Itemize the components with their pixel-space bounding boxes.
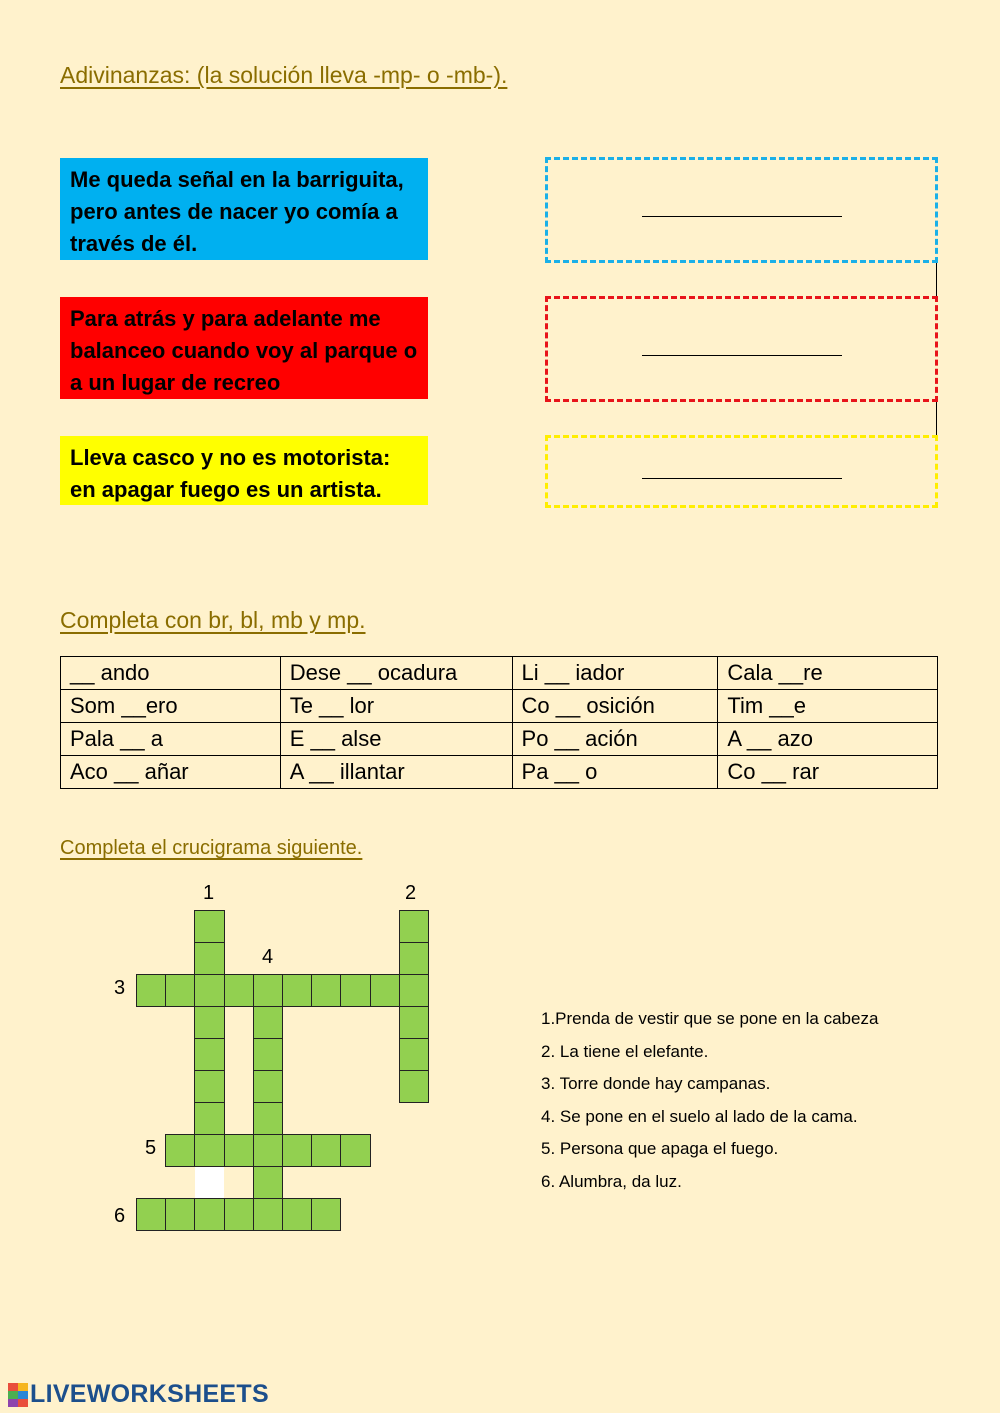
clue-5: 5. Persona que apaga el fuego. xyxy=(541,1139,779,1158)
crossword-cell[interactable] xyxy=(253,974,283,1007)
word-cell[interactable]: Pa __ o xyxy=(512,756,718,789)
crossword-cell[interactable] xyxy=(282,974,312,1007)
logo-icon xyxy=(8,1383,28,1407)
clue-6: 6. Alumbra, da luz. xyxy=(541,1171,682,1191)
crossword-cell[interactable] xyxy=(340,1134,370,1167)
clue-4: 4. Se pone en el suelo al lado de la cama. xyxy=(541,1106,858,1126)
word-cell[interactable]: Aco __ añar xyxy=(61,756,281,789)
crossword-cell[interactable] xyxy=(340,974,370,1007)
crossword-number-2: 2 xyxy=(405,882,417,904)
crossword-number-4: 4 xyxy=(262,946,274,968)
crossword-cell[interactable] xyxy=(311,1134,341,1167)
clue-3: 3. Torre donde hay campanas. xyxy=(541,1074,771,1093)
crossword-cell[interactable] xyxy=(311,974,341,1007)
answer-box-1[interactable] xyxy=(545,157,938,263)
word-cell[interactable]: Som __ero xyxy=(61,690,281,723)
riddle-3: Lleva casco y no es motorista: en apagar fuego es un artista. xyxy=(60,436,428,505)
crossword-number-6: 6 xyxy=(114,1205,126,1227)
answer-box-2[interactable] xyxy=(545,296,938,402)
crossword-cell[interactable] xyxy=(311,1198,341,1231)
word-cell[interactable]: A __ azo xyxy=(718,723,938,756)
crossword-cell[interactable] xyxy=(253,1006,283,1039)
word-table xyxy=(60,656,938,789)
crossword-cell[interactable] xyxy=(194,1134,224,1167)
answer-line xyxy=(642,216,842,217)
crossword-cell[interactable] xyxy=(194,942,224,975)
crossword-cell[interactable] xyxy=(253,1102,283,1135)
table-row xyxy=(61,756,938,789)
crossword-cell[interactable] xyxy=(399,974,429,1007)
riddle-1: Me queda señal en la barriguita, pero antes de nacer yo comía a través de él. xyxy=(60,158,428,260)
crossword-cell[interactable] xyxy=(253,1038,283,1071)
crossword-cell[interactable] xyxy=(253,1070,283,1103)
crossword-cell[interactable] xyxy=(224,1134,254,1167)
table-row xyxy=(61,723,938,756)
crossword-cell[interactable] xyxy=(253,1198,283,1231)
crossword-cell[interactable] xyxy=(399,1006,429,1039)
riddles-heading: Adivinanzas: (la solución lleva -mp- o -mb-). xyxy=(60,62,508,88)
crossword-cell[interactable] xyxy=(399,942,429,975)
crossword-cell[interactable] xyxy=(194,1006,224,1039)
crossword-cell[interactable] xyxy=(370,974,400,1007)
crossword-number-5: 5 xyxy=(145,1137,157,1159)
crossword-cell[interactable] xyxy=(399,1038,429,1071)
crossword-cell[interactable] xyxy=(194,1070,224,1103)
crossword-cell[interactable] xyxy=(399,1070,429,1103)
word-cell[interactable]: Tim __e xyxy=(718,690,938,723)
crossword-cell[interactable] xyxy=(194,1102,224,1135)
crossword-cell[interactable] xyxy=(194,1198,224,1231)
word-cell[interactable]: A __ illantar xyxy=(280,756,512,789)
blank-cell xyxy=(195,1167,223,1198)
crossword-cell[interactable] xyxy=(136,1198,166,1231)
word-cell[interactable]: E __ alse xyxy=(280,723,512,756)
clue-2: 2. La tiene el elefante. xyxy=(541,1041,709,1061)
complete-heading: Completa con br, bl, mb y mp. xyxy=(60,607,366,633)
crossword-cell[interactable] xyxy=(194,910,224,943)
connector-line xyxy=(936,263,937,296)
word-cell[interactable]: Cala __re xyxy=(718,657,938,690)
crossword-cell[interactable] xyxy=(253,1166,283,1199)
liveworksheets-logo xyxy=(8,1380,269,1409)
logo-text: LIVEWORKSHEETS xyxy=(30,1380,269,1408)
riddle-2: Para atrás y para adelante me balanceo cuando voy al parque o a un lugar de recreo xyxy=(60,297,428,399)
crossword-cell[interactable] xyxy=(194,974,224,1007)
word-cell[interactable]: Te __ lor xyxy=(280,690,512,723)
crossword-cell[interactable] xyxy=(165,1134,195,1167)
crossword-cell[interactable] xyxy=(136,974,166,1007)
word-cell[interactable]: Po __ ación xyxy=(512,723,718,756)
crossword-cell[interactable] xyxy=(253,1134,283,1167)
crossword-cell[interactable] xyxy=(399,910,429,943)
clue-1: 1.Prenda de vestir que se pone en la cabeza xyxy=(541,1009,879,1028)
crossword-clues xyxy=(541,1006,878,1201)
crossword-cell[interactable] xyxy=(165,1198,195,1231)
answer-line xyxy=(642,355,842,356)
answer-box-3[interactable] xyxy=(545,435,938,508)
word-cell[interactable]: Li __ iador xyxy=(512,657,718,690)
crossword-cell[interactable] xyxy=(282,1198,312,1231)
connector-line xyxy=(936,402,937,435)
crossword-heading: Completa el crucigrama siguiente. xyxy=(60,837,363,859)
word-cell[interactable]: Co __ rar xyxy=(718,756,938,789)
crossword-number-1: 1 xyxy=(203,882,215,904)
word-cell[interactable]: __ ando xyxy=(61,657,281,690)
crossword-cell[interactable] xyxy=(282,1134,312,1167)
crossword-cell[interactable] xyxy=(165,974,195,1007)
crossword-number-3: 3 xyxy=(114,977,126,999)
crossword-cell[interactable] xyxy=(194,1038,224,1071)
answer-line xyxy=(642,478,842,479)
table-row xyxy=(61,657,938,690)
word-cell[interactable]: Dese __ ocadura xyxy=(280,657,512,690)
word-cell[interactable]: Pala __ a xyxy=(61,723,281,756)
crossword-cell[interactable] xyxy=(224,974,254,1007)
crossword-cell[interactable] xyxy=(224,1198,254,1231)
table-row xyxy=(61,690,938,723)
word-cell[interactable]: Co __ osición xyxy=(512,690,718,723)
